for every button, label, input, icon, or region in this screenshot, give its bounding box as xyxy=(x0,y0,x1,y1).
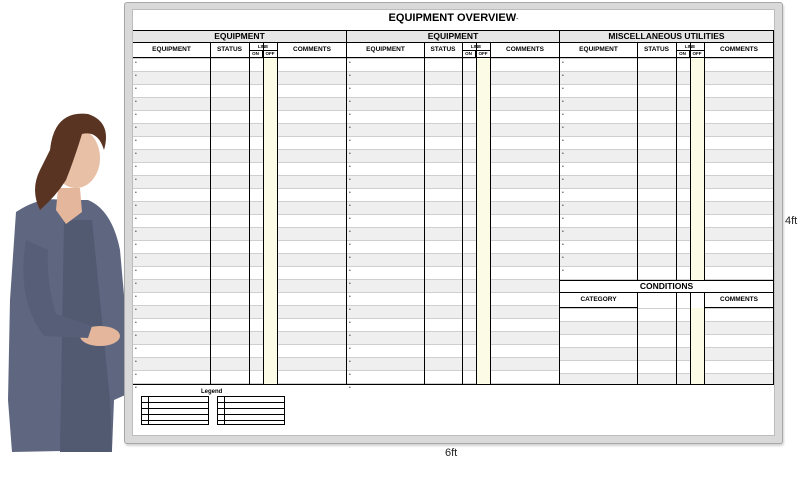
conditions-header: CONDITIONS xyxy=(560,280,773,293)
column-header-line: LINE ON OFF xyxy=(462,43,490,58)
table-row[interactable] xyxy=(347,84,559,97)
table-row[interactable] xyxy=(347,266,559,279)
table-row[interactable] xyxy=(133,344,346,357)
table-row[interactable] xyxy=(133,253,346,266)
table-row[interactable] xyxy=(347,240,559,253)
table-row[interactable] xyxy=(560,240,773,253)
table-row[interactable] xyxy=(347,58,559,71)
table-row[interactable] xyxy=(133,201,346,214)
off-column-highlight xyxy=(691,58,704,280)
table-row[interactable] xyxy=(560,253,773,266)
table-row[interactable] xyxy=(133,370,346,383)
table-row[interactable] xyxy=(133,136,346,149)
table-row[interactable] xyxy=(560,71,773,84)
column-header-comments: COMMENTS xyxy=(490,43,560,58)
table-row[interactable] xyxy=(560,227,773,240)
presenter-figure xyxy=(0,100,140,479)
table-row[interactable] xyxy=(560,188,773,201)
conditions-comments-header: COMMENTS xyxy=(704,293,774,308)
table-row[interactable] xyxy=(347,188,559,201)
column-header-line: LINE ON OFF xyxy=(676,43,704,58)
off-column-highlight xyxy=(477,58,490,385)
section-table-1: • • • • • • • • • • • • • • • • • • • • • • • • • • EQUIPMENT EQUIPMENT STATUS COMMENTS LINE ON OFF xyxy=(133,30,347,385)
section-table-3: • • • • • • • • • • • • • • • • • MISCELLANEOUS UTILITIES EQUIPMENT STATUS COMMENTS LINE ON OFF CONDITIONS CATEGORY COMMENTS xyxy=(560,30,774,385)
table-row[interactable] xyxy=(347,357,559,370)
table-row[interactable] xyxy=(347,175,559,188)
table-row[interactable] xyxy=(133,279,346,292)
table-row[interactable] xyxy=(347,370,559,383)
table-row[interactable] xyxy=(560,266,773,279)
table-row[interactable] xyxy=(133,331,346,344)
table-row[interactable] xyxy=(133,305,346,318)
legend-title: Legend xyxy=(201,389,223,395)
conditions-row[interactable] xyxy=(560,360,773,373)
table-row[interactable] xyxy=(347,136,559,149)
board-tables xyxy=(133,30,774,391)
table-row[interactable] xyxy=(347,123,559,136)
width-dimension-label: 6ft xyxy=(445,447,458,459)
section-table-2: • • • • • • • • • • • • • • • • • • • • • • • • • • EQUIPMENT EQUIPMENT STATUS COMMENTS LINE ON OFF xyxy=(347,30,560,385)
table-row[interactable] xyxy=(560,97,773,110)
column-header-comments: COMMENTS xyxy=(277,43,347,58)
table-row[interactable] xyxy=(560,136,773,149)
table-row[interactable] xyxy=(560,84,773,97)
table-row[interactable] xyxy=(133,71,346,84)
table-row[interactable] xyxy=(347,331,559,344)
conditions-row[interactable] xyxy=(560,347,773,360)
off-column-highlight xyxy=(264,58,277,385)
table-row[interactable] xyxy=(560,58,773,71)
section-header: MISCELLANEOUS UTILITIES xyxy=(560,30,773,43)
legend-box-right xyxy=(217,396,285,425)
table-row[interactable] xyxy=(347,318,559,331)
table-row[interactable] xyxy=(133,175,346,188)
table-row[interactable] xyxy=(133,292,346,305)
table-row[interactable] xyxy=(347,279,559,292)
conditions-row[interactable] xyxy=(560,308,773,321)
table-row[interactable] xyxy=(133,84,346,97)
table-row[interactable] xyxy=(133,188,346,201)
conditions-row[interactable] xyxy=(560,334,773,347)
column-header-equipment: EQUIPMENT xyxy=(133,43,210,58)
table-row[interactable] xyxy=(560,123,773,136)
table-row[interactable] xyxy=(347,71,559,84)
column-header-status: STATUS xyxy=(637,43,676,58)
table-row[interactable] xyxy=(347,227,559,240)
legend xyxy=(141,389,291,429)
column-header-line: LINE ON OFF xyxy=(249,43,277,58)
legend-box-left xyxy=(141,396,209,425)
table-row[interactable] xyxy=(133,318,346,331)
table-row[interactable] xyxy=(133,357,346,370)
column-header-equipment: EQUIPMENT xyxy=(347,43,424,58)
table-row[interactable] xyxy=(347,292,559,305)
column-header-status: STATUS xyxy=(210,43,249,58)
table-row[interactable] xyxy=(560,110,773,123)
table-row[interactable] xyxy=(560,162,773,175)
table-row[interactable] xyxy=(133,227,346,240)
table-row[interactable] xyxy=(347,110,559,123)
section-header: EQUIPMENT xyxy=(133,30,346,43)
table-row[interactable] xyxy=(133,58,346,71)
conditions-row[interactable] xyxy=(560,321,773,334)
height-dimension-label: 4ft xyxy=(785,215,798,227)
table-row[interactable] xyxy=(560,175,773,188)
table-row[interactable] xyxy=(560,201,773,214)
table-row[interactable] xyxy=(560,149,773,162)
table-row[interactable] xyxy=(133,110,346,123)
column-header-status: STATUS xyxy=(424,43,462,58)
whiteboard xyxy=(132,9,775,436)
column-header-comments: COMMENTS xyxy=(704,43,774,58)
table-row[interactable] xyxy=(133,214,346,227)
section-header: EQUIPMENT xyxy=(347,30,559,43)
board-title-mark: - xyxy=(516,16,519,23)
table-row[interactable] xyxy=(347,253,559,266)
table-row[interactable] xyxy=(133,149,346,162)
board-title-text: EQUIPMENT OVERVIEW xyxy=(388,12,517,24)
table-row[interactable] xyxy=(560,214,773,227)
table-row[interactable] xyxy=(347,162,559,175)
table-row[interactable] xyxy=(347,305,559,318)
table-row[interactable] xyxy=(133,266,346,279)
table-row[interactable] xyxy=(133,162,346,175)
table-row[interactable] xyxy=(347,97,559,110)
table-row[interactable] xyxy=(133,123,346,136)
table-row[interactable] xyxy=(347,214,559,227)
board-title xyxy=(133,12,774,24)
conditions-category-header: CATEGORY xyxy=(560,293,637,308)
table-row[interactable] xyxy=(133,97,346,110)
table-row[interactable] xyxy=(347,344,559,357)
table-row[interactable] xyxy=(133,240,346,253)
column-header-equipment: EQUIPMENT xyxy=(560,43,637,58)
table-row[interactable] xyxy=(347,149,559,162)
table-row[interactable] xyxy=(347,201,559,214)
